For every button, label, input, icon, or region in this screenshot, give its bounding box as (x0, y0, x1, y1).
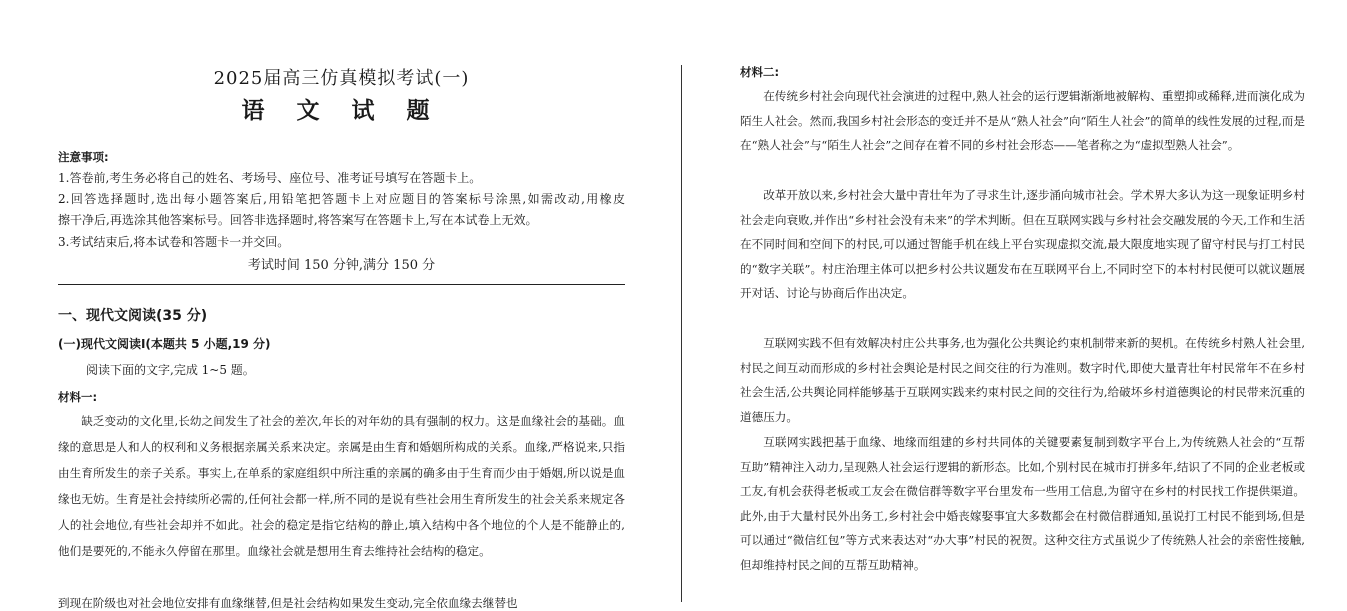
material2-paragraph: 在传统乡村社会向现代社会演进的过程中,熟人社会的运行逻辑渐渐地被解构、重塑抑或稀释,进而演化成为陌生人社会。然而,我国乡村社会形态的变迁并不是从“熟人社会”向“陌生人社会”的简单的线性发展的过程,而是在“熟人社会”与“陌生人社会”之间存在着不同的乡村社会形态——笔者称之为“虚拟型熟人社会”。 (740, 89, 1305, 153)
notice-item: 擦干净后,再选涂其他答案标号。回答非选择题时,将答案写在答题卡上,写在本试卷上无效。 (58, 213, 538, 227)
section-heading: 一、现代文阅读(35 分) (58, 308, 208, 324)
notice-item: 1.答卷前,考生务必将自己的姓名、考场号、座位号、准考证号填写在答题卡上。 (58, 171, 482, 185)
subsection-heading: (一)现代文阅读Ⅰ(本题共 5 小题,19 分) (58, 337, 271, 351)
notice-item: 2.回答选择题时,选出每小题答案后,用铅笔把答题卡上对应题目的答案标号涂黑,如需改动,用橡皮 (58, 192, 625, 206)
material2-paragraph: 改革开放以来,乡村社会大量中青壮年为了寻求生计,逐步涌向城市社会。学术界大多认为这一现象证明乡村社会走向衰败,并作出“乡村社会没有未来”的学术判断。但在互联网实践与乡村社会交融发展的今天,工作和生活在不同时间和空间下的村民,可以通过智能手机在线上平台实现虚拟交流,最大限度地实现了留守村民与打工村民的“数字关联”。村庄治理主体可以把乡村公共议题发布在互联网平台上,不同时空下的本村村民便可以就议题展开对话、讨论与协商后作出决定。 (740, 188, 1305, 301)
exam-subject: 语 文 试 题 (241, 98, 442, 124)
material2-label: 材料二: (740, 65, 780, 79)
reading-instruction: 阅读下面的文字,完成 1~5 题。 (86, 363, 255, 377)
material1-cut-line: 到现在阶级也对社会地位安排有血缘继替,但是社会结构如果发生变动,完全依血缘去继替也 (58, 596, 518, 610)
material2-paragraph: 互联网实践不但有效解决村庄公共事务,也为强化公共舆论约束机制带来新的契机。在传统乡村熟人社会里,村民之间互动而形成的乡村社会舆论是村民之间交往的行为准则。数字时代,即使大量青壮年村民常年不在乡村社会生活,公共舆论同样能够基于互联网实践来约束村民之间的交往行为,给破坏乡村道德舆论的村民带来沉重的道德压力。 (740, 336, 1305, 424)
notice-heading: 注意事项: (58, 150, 109, 164)
left-column (58, 0, 625, 610)
material1-label: 材料一: (58, 390, 98, 404)
exam-time-note: 考试时间 150 分钟,满分 150 分 (247, 258, 436, 273)
right-column (740, 0, 1305, 602)
material1-text: 缺乏变动的文化里,长幼之间发生了社会的差次,年长的对年幼的具有强制的权力。这是血缘社会的基础。血缘的意思是人和人的权利和义务根据亲属关系来决定。亲属是由生育和婚姻所构成的关系。血缘,严格说来,只指由生育所发生的亲子关系。事实上,在单系的家庭组织中所注重的亲属的确多由于生育而少由于婚姻,所以说是血缘也无妨。生育是社会持续所必需的,任何社会都一样,所不同的是说有些社会用生育所发生的社会关系来规定各人的社会地位,有些社会却并不如此。社会的稳定是指它结构的静止,填入结构中各个地位的个人是不能静止的,他们是要死的,不能永久停留在那里。血缘社会就是想用生育去维持社会结构的稳定。 (58, 414, 625, 558)
column-divider (681, 65, 682, 602)
header-divider (58, 284, 625, 285)
notice-item: 3.考试结束后,将本试卷和答题卡一并交回。 (58, 235, 290, 249)
exam-title: 2025届高三仿真模拟考试(一) (213, 68, 470, 89)
material2-paragraph: 互联网实践把基于血缘、地缘而组建的乡村共同体的关键要素复制到数字平台上,为传统熟人社会的“互帮互助”精神注入动力,呈现熟人社会运行逻辑的新形态。比如,个别村民在城市打拼多年,结识了不同的企业老板或工友,有机会获得老板或工友会在微信群等数字平台里发布一些用工信息,为留守在乡村的村民找工作提供渠道。此外,由于大量村民外出务工,乡村社会中婚丧嫁娶事宜大多数都会在村微信群通知,虽说打工村民不能到场,但是可以通过“微信红包”等方式来表达对“办大事”村民的祝贺。这种交往方式虽说少了传统熟人社会的亲密性接触,但却维持村民之间的互帮互助精神。 (740, 435, 1305, 572)
